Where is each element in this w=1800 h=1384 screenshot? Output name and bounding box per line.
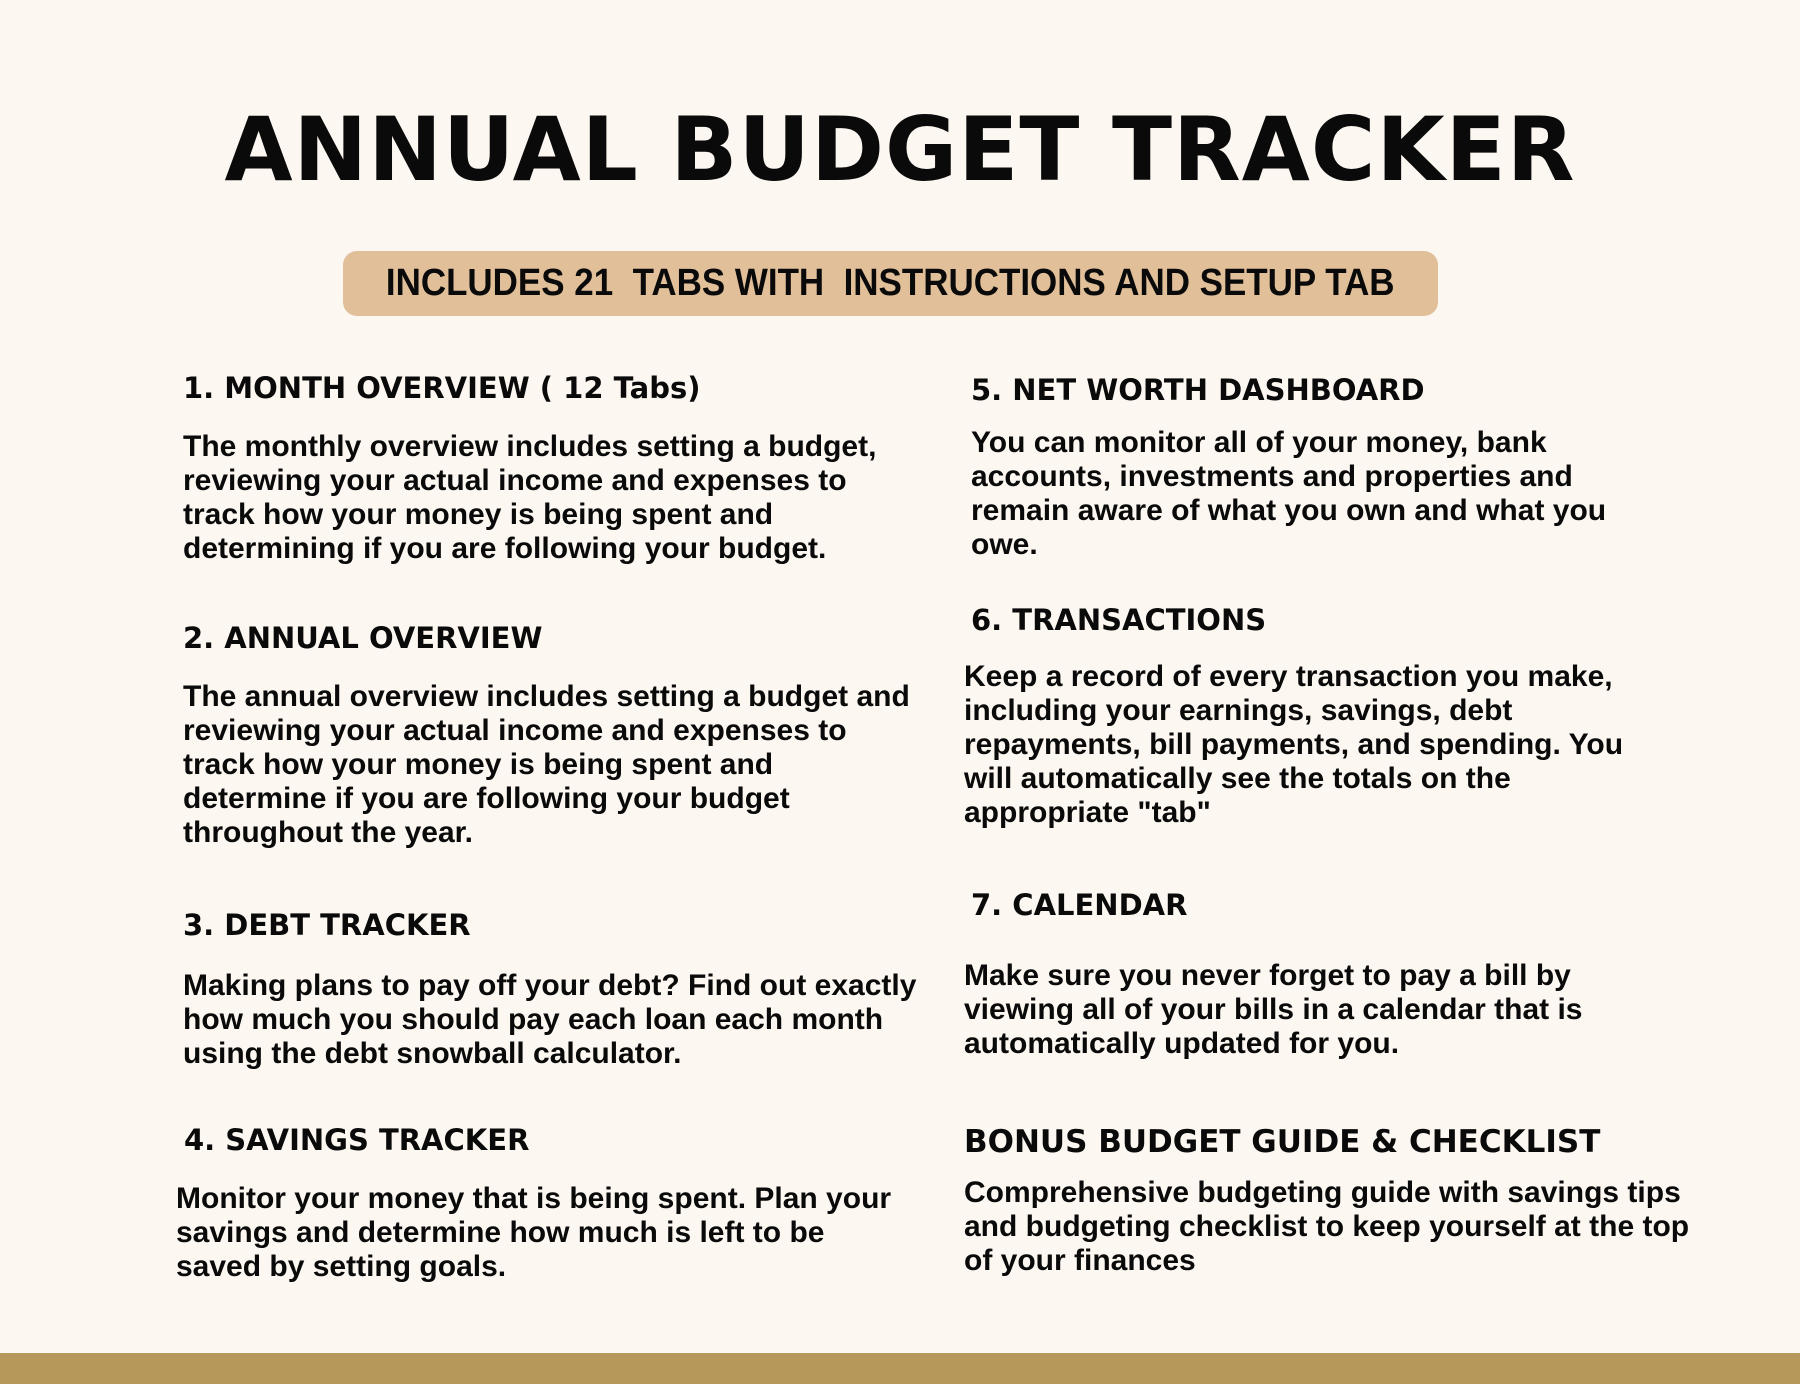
section-body: Monitor your money that is being spent. Plan your savings and determine how much is left to be saved by setting goals. xyxy=(176,1182,892,1283)
section-heading: 2. ANNUAL OVERVIEW xyxy=(183,621,543,655)
section-body: The annual overview includes setting a budget and reviewing your actual income and expenses to track how your money is being spent and determine if you are following your budget throughout the year. xyxy=(183,680,910,849)
footer-bar xyxy=(0,1353,1800,1384)
section-bonus-guide xyxy=(964,1124,1714,1278)
section-heading: 6. TRANSACTIONS xyxy=(971,603,1267,637)
tabs-count-badge xyxy=(343,251,1438,316)
section-calendar xyxy=(964,887,1674,1061)
section-heading: 5. NET WORTH DASHBOARD xyxy=(971,373,1425,407)
section-body: Making plans to pay off your debt? Find out exactly how much you should pay each loan each month using the debt snowball calculator. xyxy=(183,969,917,1070)
section-month-overview xyxy=(183,370,923,566)
section-body: You can monitor all of your money, bank accounts, investments and properties and remain aware of what you own and what you owe. xyxy=(971,426,1607,561)
section-annual-overview xyxy=(183,620,923,850)
section-heading: 7. CALENDAR xyxy=(971,888,1188,922)
section-heading: 3. DEBT TRACKER xyxy=(183,908,471,942)
section-heading: BONUS BUDGET GUIDE & CHECKLIST xyxy=(964,1124,1601,1160)
section-body: Comprehensive budgeting guide with savings tips and budgeting checklist to keep yourself at the top of your finances xyxy=(964,1176,1690,1277)
section-heading: 1. MONTH OVERVIEW ( 12 Tabs) xyxy=(183,371,701,405)
section-net-worth-dashboard xyxy=(971,372,1671,562)
section-body: Make sure you never forget to pay a bill by viewing all of your bills in a calendar that is automatically updated for you. xyxy=(964,959,1583,1060)
section-body: Keep a record of every transaction you make, including your earnings, savings, debt repayments, bill payments, and spending. You will automatically see the totals on the appropriate "tab" xyxy=(964,660,1624,829)
section-savings-tracker xyxy=(176,1122,916,1284)
section-body: The monthly overview includes setting a budget, reviewing your actual income and expenses to track how your money is being spent and determining if you are following your budget. xyxy=(183,430,877,565)
section-transactions xyxy=(964,602,1674,830)
section-heading: 4. SAVINGS TRACKER xyxy=(184,1123,530,1157)
page-title: ANNUAL BUDGET TRACKER xyxy=(224,98,1576,201)
section-debt-tracker xyxy=(183,907,923,1071)
tabs-count-badge-label: INCLUDES 21 TABS WITH INSTRUCTIONS AND SETUP TAB xyxy=(386,262,1395,304)
